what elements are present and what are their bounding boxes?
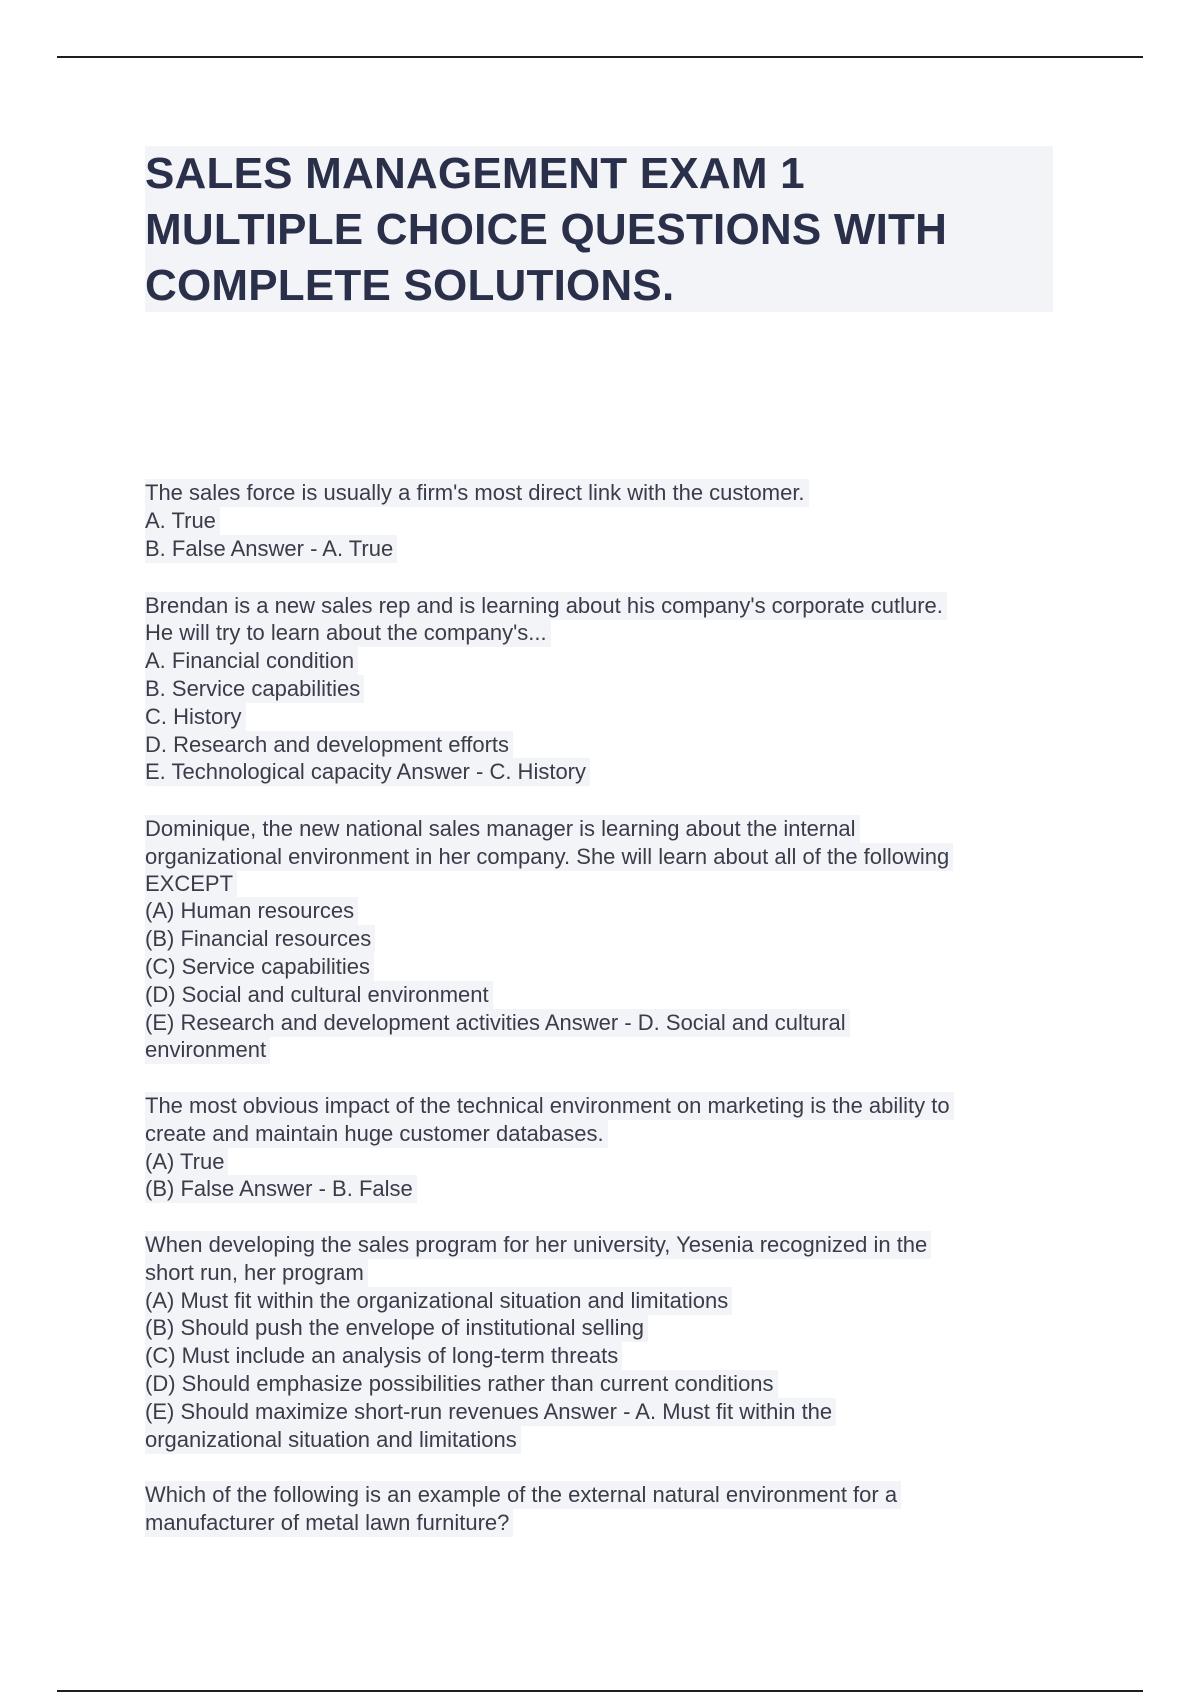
answer-option: D. Research and development efforts (145, 731, 513, 759)
answer-option: environment (145, 1036, 270, 1064)
answer-option: (B) Financial resources (145, 925, 375, 953)
answer-option: organizational situation and limitations (145, 1426, 521, 1454)
question-text: organizational environment in her company. She will learn about all of the following (145, 843, 953, 871)
document-title (145, 146, 1053, 312)
answer-option: E. Technological capacity Answer - C. History (145, 758, 590, 786)
question-text: The most obvious impact of the technical environment on marketing is the ability to (145, 1092, 954, 1120)
answer-option: (D) Social and cultural environment (145, 981, 493, 1009)
question-text: manufacturer of metal lawn furniture? (145, 1509, 513, 1537)
answer-option: (D) Should emphasize possibilities rather than current conditions (145, 1370, 778, 1398)
question-text: short run, her program (145, 1259, 368, 1287)
answer-option: (E) Research and development activities Answer - D. Social and cultural (145, 1009, 850, 1037)
question-text: EXCEPT (145, 870, 237, 898)
answer-option: (B) Should push the envelope of institutional selling (145, 1314, 648, 1342)
answer-option: A. Financial condition (145, 647, 358, 675)
answer-option: C. History (145, 703, 246, 731)
answer-option: A. True (145, 507, 220, 535)
answer-option: (E) Should maximize short-run revenues Answer - A. Must fit within the (145, 1398, 836, 1426)
title-line: SALES MANAGEMENT EXAM 1 (145, 149, 805, 198)
answer-option: B. False Answer - A. True (145, 535, 397, 563)
answer-option: (C) Service capabilities (145, 953, 374, 981)
answer-option: B. Service capabilities (145, 675, 364, 703)
answer-option: (A) True (145, 1148, 228, 1176)
header-rule (57, 56, 1143, 58)
title-line: COMPLETE SOLUTIONS. (145, 261, 675, 310)
footer-rule (57, 1690, 1143, 1692)
title-line: MULTIPLE CHOICE QUESTIONS WITH (145, 205, 948, 254)
answer-option: (B) False Answer - B. False (145, 1175, 417, 1203)
question-text: Brendan is a new sales rep and is learning about his company's corporate cutlure. (145, 592, 947, 620)
question-text: Dominique, the new national sales manager is learning about the internal (145, 815, 860, 843)
question-text: When developing the sales program for her university, Yesenia recognized in the (145, 1231, 931, 1259)
question-text: The sales force is usually a firm's most direct link with the customer. (145, 479, 809, 507)
question-text: He will try to learn about the company's... (145, 619, 551, 647)
question-text: Which of the following is an example of the external natural environment for a (145, 1481, 901, 1509)
answer-option: (A) Must fit within the organizational situation and limitations (145, 1287, 732, 1315)
answer-option: (C) Must include an analysis of long-term threats (145, 1342, 622, 1370)
answer-option: (A) Human resources (145, 897, 358, 925)
question-text: create and maintain huge customer databases. (145, 1120, 608, 1148)
